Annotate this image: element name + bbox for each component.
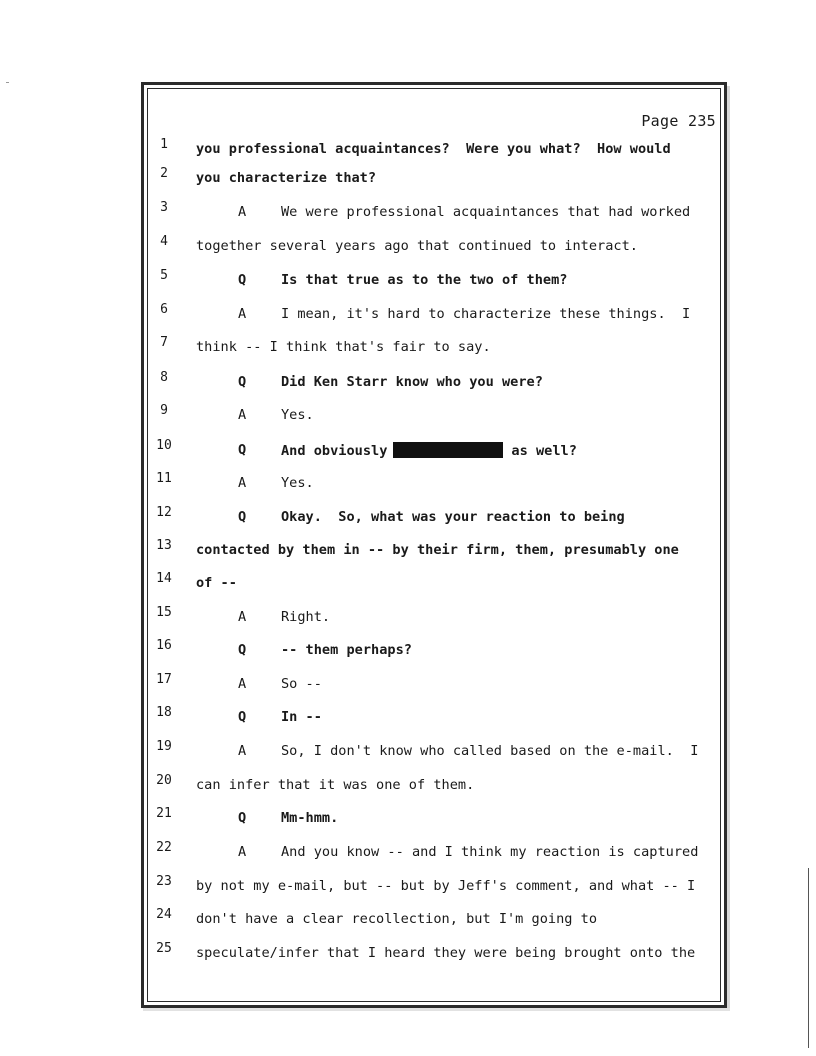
line-text-main: In -- [281,709,322,725]
transcript-line [0,471,816,493]
question-marker: Q [238,709,247,725]
line-text-main: Is that true as to the two of them? [281,272,568,288]
line-text-main: So, I don't know who called based on the e-mail. I [281,743,699,759]
question-marker: Q [238,272,247,288]
line-number: 15 [156,605,172,620]
line-text-main: think -- I think that's fair to say. [196,339,491,355]
transcript-line [0,137,816,159]
transcript-line [0,941,816,963]
transcript-line [0,773,816,795]
line-text-main: Okay. So, what was your reaction to being [281,509,625,525]
line-text [281,475,314,491]
answer-marker: A [238,676,247,692]
answer-marker: A [238,844,247,860]
transcript-line [0,571,816,593]
line-text [281,844,698,860]
line-text [196,911,597,927]
transcript-line [0,268,816,290]
transcript-line [0,672,816,694]
answer-marker: A [238,475,247,491]
line-text [196,777,474,793]
transcript-line [0,234,816,256]
line-text-main: you professional acquaintances? Were you what? How would [196,141,671,157]
line-number: 1 [160,137,168,152]
transcript-line [0,806,816,828]
line-text-main: you characterize that? [196,170,377,186]
line-text [196,945,695,961]
line-text-main: And you know -- and I think my reaction is captured [281,844,699,860]
transcript-line [0,705,816,727]
line-text-main: contacted by them in -- by their firm, them, presumably one [196,542,679,558]
line-number: 17 [156,672,172,687]
transcript-line [0,370,816,392]
transcript-line [0,200,816,222]
answer-marker: A [238,204,247,220]
transcript-line [0,335,816,357]
line-text-main: speculate/infer that I heard they were being brought onto the [196,945,696,961]
line-number: 10 [156,438,172,453]
line-text-main: Yes. [281,407,314,423]
line-text [281,442,577,459]
line-number: 12 [156,505,172,520]
line-number: 16 [156,638,172,653]
transcript-line [0,605,816,627]
line-text-main: Right. [281,609,331,625]
line-text-main: Did Ken Starr know who you were? [281,374,543,390]
line-number: 21 [156,806,172,821]
line-number: 24 [156,907,172,922]
line-text [281,743,698,759]
line-text-main: -- them perhaps? [281,642,412,658]
transcript-line [0,874,816,896]
question-marker: Q [238,810,247,826]
line-text [196,170,376,186]
answer-marker: A [238,407,247,423]
line-text [281,709,322,725]
answer-marker: A [238,306,247,322]
question-marker: Q [238,509,247,525]
line-text-main: by not my e-mail, but -- but by Jeff's comment, and what -- I [196,878,696,894]
line-text-main: together several years ago that continued to interact. [196,238,638,254]
line-text [196,238,638,254]
line-number: 8 [160,370,168,385]
transcript-line [0,907,816,929]
frame-shadow-bottom [143,1008,730,1011]
line-text [196,542,679,558]
question-marker: Q [238,374,247,390]
line-number: 2 [160,166,168,181]
transcript-line [0,302,816,324]
transcript-line [0,638,816,660]
line-text-main: don't have a clear recollection, but I'm going to [196,911,598,927]
line-number: 23 [156,874,172,889]
line-text-main: And obviously [281,443,388,459]
line-number: 6 [160,302,168,317]
line-text [281,306,690,322]
line-text [196,141,671,157]
answer-marker: A [238,743,247,759]
line-text [281,810,338,826]
transcript-line [0,403,816,425]
line-number: 19 [156,739,172,754]
line-text [196,575,237,591]
line-text-main: of -- [196,575,237,591]
line-number: 3 [160,200,168,215]
transcript-line [0,538,816,560]
redaction-block [393,442,503,458]
line-text-main: can infer that it was one of them. [196,777,475,793]
question-marker: Q [238,442,247,458]
line-text-main: I mean, it's hard to characterize these things. I [281,306,691,322]
line-number: 7 [160,335,168,350]
line-text [281,642,412,658]
line-number: 18 [156,705,172,720]
transcript-line [0,840,816,862]
line-text [281,509,625,525]
line-text-after: as well? [511,443,577,459]
transcript-line [0,739,816,761]
line-number: 13 [156,538,172,553]
line-number: 20 [156,773,172,788]
line-text [196,339,491,355]
answer-marker: A [238,609,247,625]
scan-mark [6,82,9,83]
line-text [196,878,695,894]
line-text [281,676,322,692]
line-text-main: Mm-hmm. [281,810,339,826]
line-text [281,407,314,423]
line-number: 4 [160,234,168,249]
line-number: 22 [156,840,172,855]
line-text [281,374,543,390]
line-number: 9 [160,403,168,418]
question-marker: Q [238,642,247,658]
line-text [281,272,567,288]
transcript-line [0,438,816,460]
line-number: 14 [156,571,172,586]
line-number: 25 [156,941,172,956]
line-text-main: Yes. [281,475,314,491]
page-number: Page 235 [641,112,716,130]
line-number: 11 [156,471,172,486]
line-number: 5 [160,268,168,283]
transcript-line [0,505,816,527]
transcript-line [0,166,816,188]
line-text [281,609,330,625]
line-text [281,204,690,220]
line-text-main: We were professional acquaintances that had worked [281,204,691,220]
line-text-main: So -- [281,676,322,692]
